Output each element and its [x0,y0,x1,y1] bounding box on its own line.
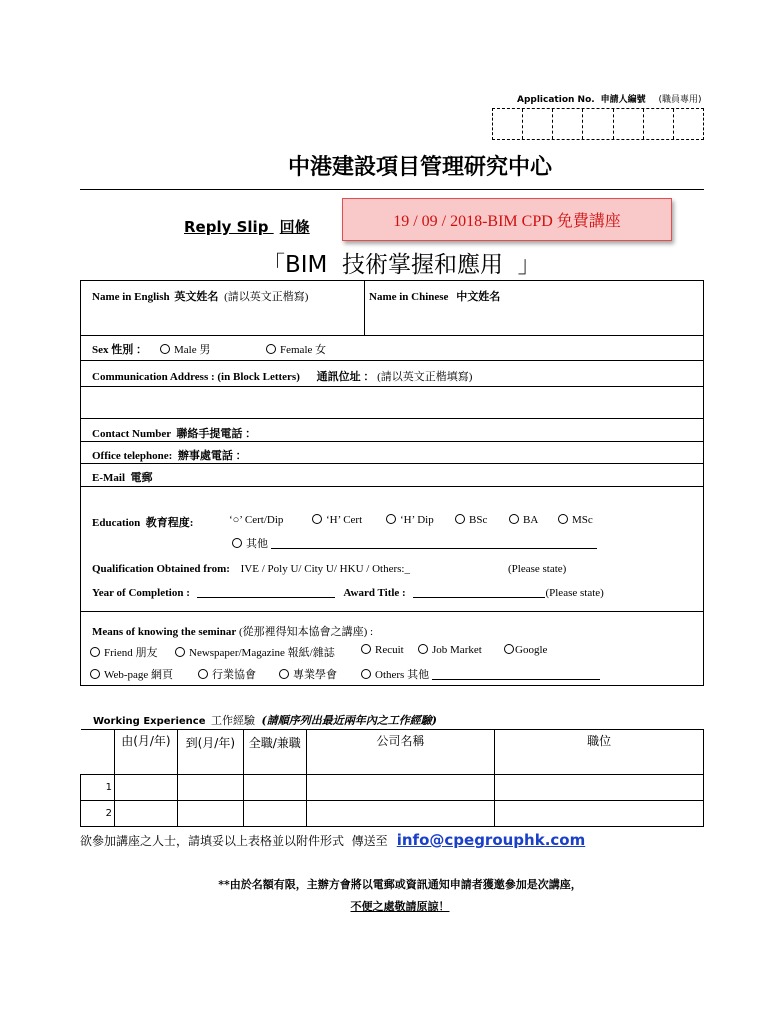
means-google[interactable] [504,644,547,656]
radio-icon[interactable] [361,669,371,679]
reply-slip-en: Reply Slip [184,218,269,236]
col-header-type: 全職/兼職 [243,730,306,775]
app-no-en: Application No. [517,95,595,105]
edu-option-label: BSc [469,514,488,526]
means-others[interactable] [361,666,600,682]
seminar-banner-text: 19 / 09 / 2018-BIM CPD 免費講座 [393,213,621,230]
address-note: (請以英文正楷填寫) [377,371,473,383]
edu-other-label: 其他 [246,538,268,550]
reply-slip-zh: 回條 [279,218,310,236]
female-label: Female 女 [280,344,327,356]
address-field[interactable] [80,387,704,418]
work-title-zh: 工作經驗 [211,714,256,727]
radio-icon[interactable] [90,647,100,657]
male-radio[interactable] [160,344,170,354]
notice-line-1: **由於名額有限，主辦方會將以電郵或資訊通知申請者獲邀參加是次講座， [218,878,582,891]
row-divider [80,463,704,464]
edu-option-label: ‘○’ Cert/Dip [229,514,284,526]
means-friend[interactable] [90,644,157,660]
work-experience-title [93,712,437,728]
contact-number-label: Contact Number 聯絡手提電話 ： [92,428,257,440]
means-recruit[interactable] [361,644,404,656]
qualification-row [92,563,410,575]
application-number-label [517,92,701,105]
address-zh: 通訊位址 ： [316,371,375,383]
sex-row [92,341,147,357]
qual-note: (Please state) [508,563,567,575]
means-label: Recuit [375,644,404,656]
radio-icon[interactable] [279,669,289,679]
work-title-en: Working Experience [93,716,206,727]
table-cell[interactable] [177,801,243,827]
edu-option-label: BA [523,514,539,526]
col-header-position: 職位 [495,730,704,775]
table-cell[interactable] [306,775,495,801]
radio-icon[interactable] [198,669,208,679]
award-label: Award Title : [343,587,406,599]
edu-option-label: MSc [572,514,593,526]
radio-icon[interactable] [386,514,396,524]
name-chinese-label [369,288,500,304]
means-industry-assoc[interactable] [198,666,256,682]
table-row [81,775,704,801]
means-label: Google [515,644,548,656]
means-label-row [92,623,373,639]
contact-email-link[interactable]: info@cpegrouphk.com [396,831,586,849]
edu-option-other[interactable] [232,535,597,551]
app-box[interactable] [493,109,523,139]
means-professional-body[interactable] [279,666,337,682]
year-field[interactable] [197,586,335,598]
radio-icon[interactable] [90,669,100,679]
table-cell[interactable] [243,775,306,801]
row-divider [80,360,704,361]
row-divider [80,441,704,442]
means-label: Job Market [432,644,482,656]
table-cell[interactable] [177,775,243,801]
means-label: Means of knowing the seminar [92,626,237,638]
female-option[interactable] [266,341,326,357]
app-box[interactable] [614,109,644,139]
address-label-row [92,368,472,384]
radio-icon[interactable] [509,514,519,524]
award-field[interactable] [413,586,545,598]
reply-slip-label [184,216,310,237]
female-radio[interactable] [266,344,276,354]
edu-option-msc[interactable] [558,514,593,526]
means-webpage[interactable] [90,666,173,682]
radio-icon[interactable] [455,514,465,524]
male-label: Male 男 [174,344,211,356]
name-zh-zh: 中文姓名 [456,291,501,303]
app-box[interactable] [644,109,674,139]
male-option[interactable] [160,341,210,357]
means-note: (從那裡得知本協會之講座) : [238,626,374,638]
radio-icon[interactable] [175,647,185,657]
seminar-banner [342,198,672,241]
app-box[interactable] [674,109,703,139]
means-job-market[interactable] [418,644,482,656]
radio-icon[interactable] [232,538,242,548]
name-en-label: Name in English [92,291,170,303]
name-zh-label: Name in Chinese [369,291,449,303]
submission-instruction [80,830,585,849]
edu-option-hdip[interactable] [386,514,434,526]
name-english-label [92,288,308,304]
app-no-note: (職員專用) [658,95,702,105]
table-header-row [81,730,704,775]
edu-option-ba[interactable] [509,514,538,526]
application-number-boxes[interactable] [492,108,704,140]
col-header-company: 公司名稱 [306,730,495,775]
means-label: Web-page 網頁 [104,669,174,681]
radio-icon[interactable] [558,514,568,524]
means-newspaper[interactable] [175,644,335,660]
page-title: 中港建設項目管理研究中心 [287,155,552,180]
row-number: 1 [81,775,115,801]
means-label: Friend 朋友 [104,647,158,659]
means-label: 專業學會 [293,669,337,681]
means-label: Newspaper/Magazine 報紙/雜誌 [189,647,335,659]
edu-option-cert[interactable] [229,514,283,526]
edu-option-label: ‘H’ Dip [400,514,434,526]
qual-label: Qualification Obtained from: [92,563,230,575]
edu-option-hcert[interactable] [312,514,362,526]
table-cell[interactable] [243,801,306,827]
means-others-line[interactable] [432,668,600,680]
table-cell[interactable] [495,801,704,827]
table-cell[interactable] [495,775,704,801]
row-divider [80,335,704,336]
instruction-text: 欲參加講座之人士，請填妥以上表格並以附件形式 傳送至 [80,834,388,848]
table-cell[interactable] [114,775,177,801]
award-note: (Please state) [545,587,604,599]
radio-icon[interactable] [312,514,322,524]
row-number-header [81,730,115,775]
means-label: Others 其他 [375,669,430,681]
sex-label: Sex 性別 ： [92,344,147,356]
col-header-to: 到(月/年) [177,730,243,775]
name-en-note: (請以英文正楷寫) [224,291,309,303]
row-number: 2 [81,801,115,827]
year-label: Year of Completion : [92,587,190,599]
app-box[interactable] [523,109,553,139]
education-label: Education 教育程度: [92,517,194,529]
radio-icon[interactable] [504,644,514,654]
app-no-zh: 申請人編號 [600,95,646,105]
radio-icon[interactable] [361,644,371,654]
row-divider [80,486,704,487]
edu-other-line[interactable] [271,537,597,549]
row-divider [80,611,704,612]
row-divider [80,418,704,419]
work-title-note: (請順序列出最近兩年內之工作經驗) [261,714,437,727]
radio-icon[interactable] [418,644,428,654]
seminar-subtitle: 「BIM 技術掌握和應用 」 [262,252,541,278]
work-experience-table [80,729,704,827]
edu-option-label: ‘H’ Cert [326,514,363,526]
title-divider [80,189,704,190]
office-telephone-label: Office telephone: 辦事處電話 ： [92,450,247,462]
app-box[interactable] [583,109,613,139]
edu-option-bsc[interactable] [455,514,487,526]
means-label: 行業協會 [212,669,256,681]
col-header-from: 由(月/年) [114,730,177,775]
qual-value: IVE / Poly U/ City U/ HKU / Others:_ [240,563,410,575]
table-row [81,801,704,827]
year-award-row [92,586,604,599]
app-box[interactable] [553,109,583,139]
notice-line-2: 不便之處敬請原諒！ [350,900,450,913]
address-label: Communication Address : (in Block Letters) [92,371,300,383]
table-cell[interactable] [306,801,495,827]
email-label: E-Mail 電郵 [92,472,153,484]
table-cell[interactable] [114,801,177,827]
name-en-zh: 英文姓名 [174,291,219,303]
